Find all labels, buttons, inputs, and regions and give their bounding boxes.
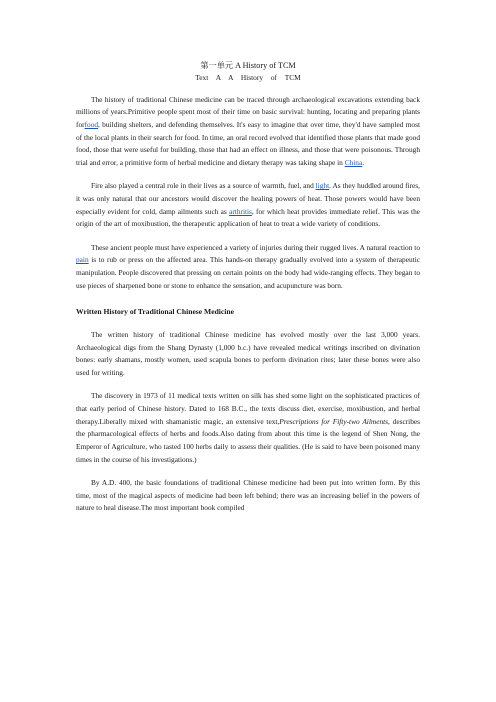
paragraph-2: Fire also played a central role in their lives as a source of warmth, fuel, and light. As they huddled around fires, it was only natural that our ancestors would discover the healing powers of heat. Those powers would have been especially evident for cold, damp ailments such as arthritis, for which heat provides immediate relief. This was the origin of the art of moxibustion, the therapeutic application of heat to treat a wide variety of conditions. [76, 181, 420, 229]
food-link[interactable]: food [84, 119, 99, 129]
paragraph-4: The written history of traditional Chinese medicine has evolved mostly over the last 3,000 years. Archaeological digs from the Shang Dynasty (1,000 b.c.) have revealed medical writings inscribed on divination bones: early shamans, mostly women, used scapula bones to perform divination rites; later these bones were also used for writing. [76, 330, 420, 378]
section-heading: Written History of Traditional Chinese Medicine [76, 306, 234, 316]
paragraph-3: These ancient people must have experienced a variety of injuries during their rugged lives. A natural reaction to pain is to rub or press on the affected area. This hands-on therapy gradually evolved into a system of therapeutic manipulation. People discovered that pressing on certain points on the body had wide-ranging effects. They began to use pieces of sharpened bone or stone to enhance the sensation, and acupuncture was born. [76, 242, 420, 290]
document-body [76, 60, 420, 515]
book-title-italic: Prescriptions for Fifty-two Ailments [279, 416, 389, 426]
unit-title: 第一单元 A History of TCM [200, 61, 296, 70]
light-link[interactable]: light [315, 181, 330, 191]
text-subtitle: Text A A History of TCM [195, 73, 301, 82]
china-link[interactable]: China [344, 158, 363, 168]
paragraph-6: By A.D. 400, the basic foundations of traditional Chinese medicine had been put into written form. By this time, most of the magical aspects of medicine had been left behind; there was an increasing belief in the powers of nature to heal disease.The most important book compiled [76, 478, 420, 513]
arthritis-link[interactable]: arthritis [229, 206, 252, 216]
paragraph-5: The discovery in 1973 of 11 medical texts written on silk has shed some light on the sophisticated practices of that early period of Chinese history. Dated to 168 B.C., the texts discuss diet, exercise, moxibustion, and herbal therapy.Liberally mixed with shamanistic magic, an extensive text,Prescriptions for Fifty-two Ailments, describes the pharmacological effects of herbs and foods.Also dating from about this time is the legend of Shen Nong, the Emperor of Agriculture, who tasted 100 herbs daily to assess their qualities. (He is said to have been poisoned many times in the course of his investigations.) [76, 391, 420, 464]
pain-link[interactable]: pain [76, 255, 89, 265]
paragraph-1: The history of traditional Chinese medicine can be traced through archaeological excavations extending back millions of years.Primitive people spent most of their time on basic survival: hunting, locating and preparing plants forfood, building shelters, and defending themselves. It's easy to imagine that over time, they'd have sampled most of the local plants in their search for food. In time, an oral record evolved that identified those plants that made good food, those that were useful for building, those that had an effect on illness, and those that were poisonous. Through trial and error, a primitive form of herbal medicine and dietary therapy was taking shape in China. [76, 94, 420, 168]
